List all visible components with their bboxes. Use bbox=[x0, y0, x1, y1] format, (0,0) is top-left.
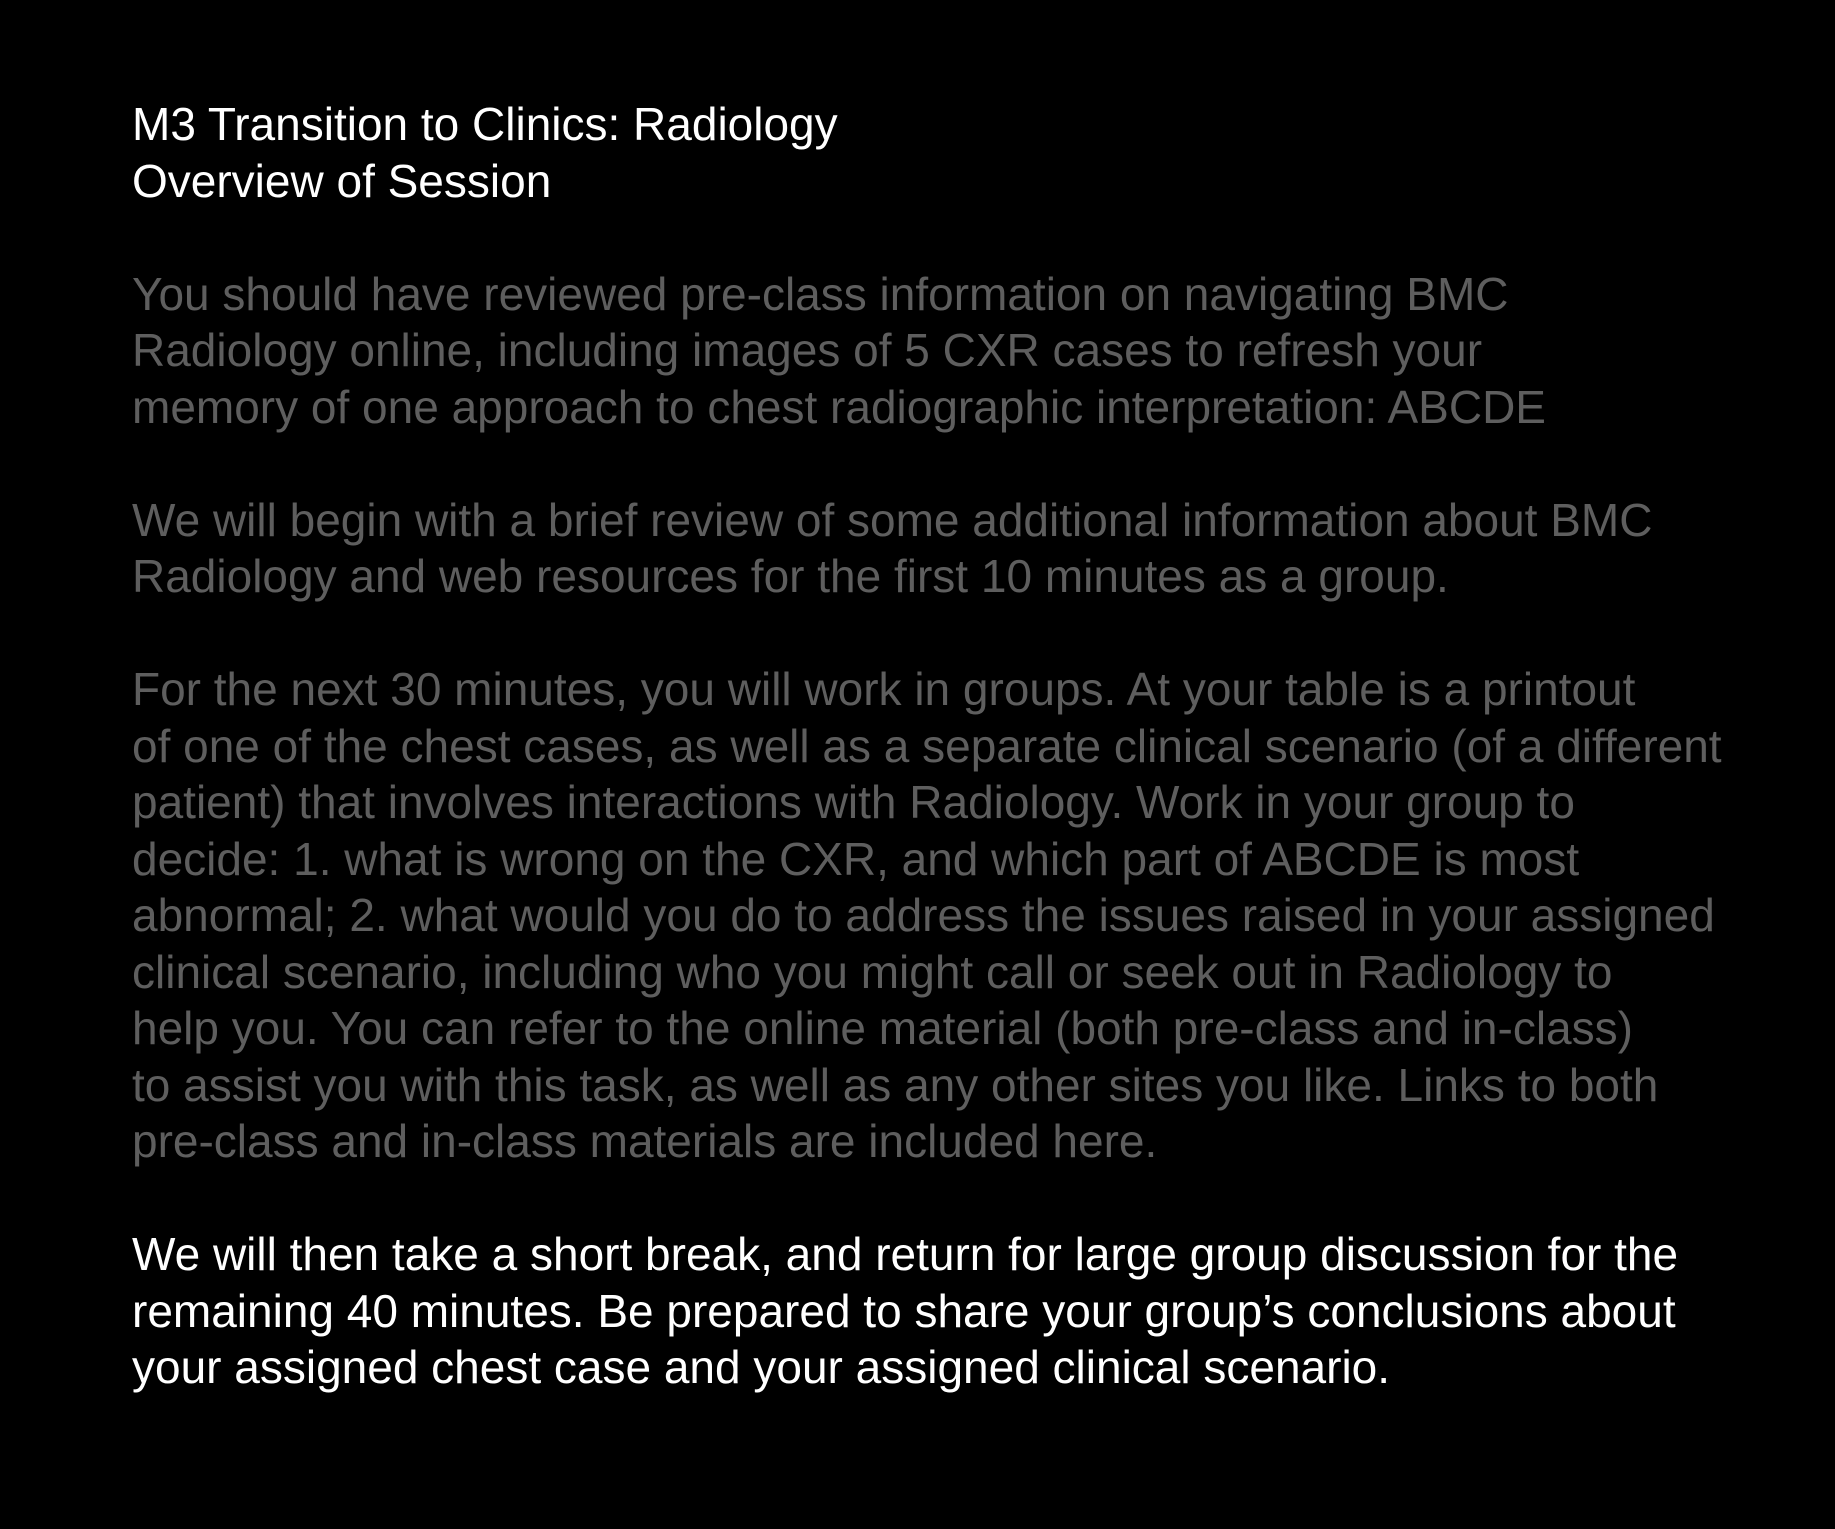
paragraph-line: We will begin with a brief review of some additional information about BMC bbox=[132, 493, 1653, 546]
paragraph-large-group-discussion bbox=[132, 1226, 1812, 1396]
paragraph-line: Radiology and web resources for the first 10 minutes as a group. bbox=[132, 550, 1449, 602]
title-line: M3 Transition to Clinics: Radiology bbox=[132, 98, 838, 150]
paragraph-line: your assigned chest case and your assigned clinical scenario. bbox=[132, 1341, 1391, 1393]
paragraph-line: Radiology online, including images of 5 CXR cases to refresh your bbox=[132, 324, 1483, 376]
paragraph-line: pre-class and in-class materials are included here. bbox=[132, 1115, 1158, 1167]
paragraph-line: to assist you with this task, as well as any other sites you like. Links to both bbox=[132, 1058, 1659, 1111]
paragraph-line: clinical scenario, including who you might call or seek out in Radiology to bbox=[132, 945, 1613, 998]
paragraph-line: We will then take a short break, and return for large group discussion for the bbox=[132, 1228, 1679, 1280]
paragraph-line: You should have reviewed pre-class information on navigating BMC bbox=[132, 267, 1509, 320]
paragraph-line: help you. You can refer to the online material (both pre-class and in-class) bbox=[132, 1002, 1633, 1054]
paragraph-line: of one of the chest cases, as well as a separate clinical scenario (of a different bbox=[132, 719, 1722, 772]
paragraph-group-work bbox=[132, 661, 1812, 1170]
paragraph-group-review bbox=[132, 492, 1812, 605]
paragraph-line: For the next 30 minutes, you will work in groups. At your table is a printout bbox=[132, 663, 1636, 715]
paragraph-line: patient) that involves interactions with Radiology. Work in your group to bbox=[132, 776, 1575, 828]
paragraph-line: remaining 40 minutes. Be prepared to share your group’s conclusions about bbox=[132, 1284, 1676, 1337]
paragraph-line: abnormal; 2. what would you do to address the issues raised in your assigned bbox=[132, 889, 1715, 941]
paragraph-line: memory of one approach to chest radiographic interpretation: ABCDE bbox=[132, 380, 1546, 433]
paragraph-line: decide: 1. what is wrong on the CXR, and which part of ABCDE is most bbox=[132, 832, 1580, 885]
paragraph-preclass-review bbox=[132, 266, 1812, 436]
subtitle-line: Overview of Session bbox=[132, 154, 552, 207]
slide-content bbox=[132, 96, 1812, 1396]
slide-title bbox=[132, 96, 1812, 209]
